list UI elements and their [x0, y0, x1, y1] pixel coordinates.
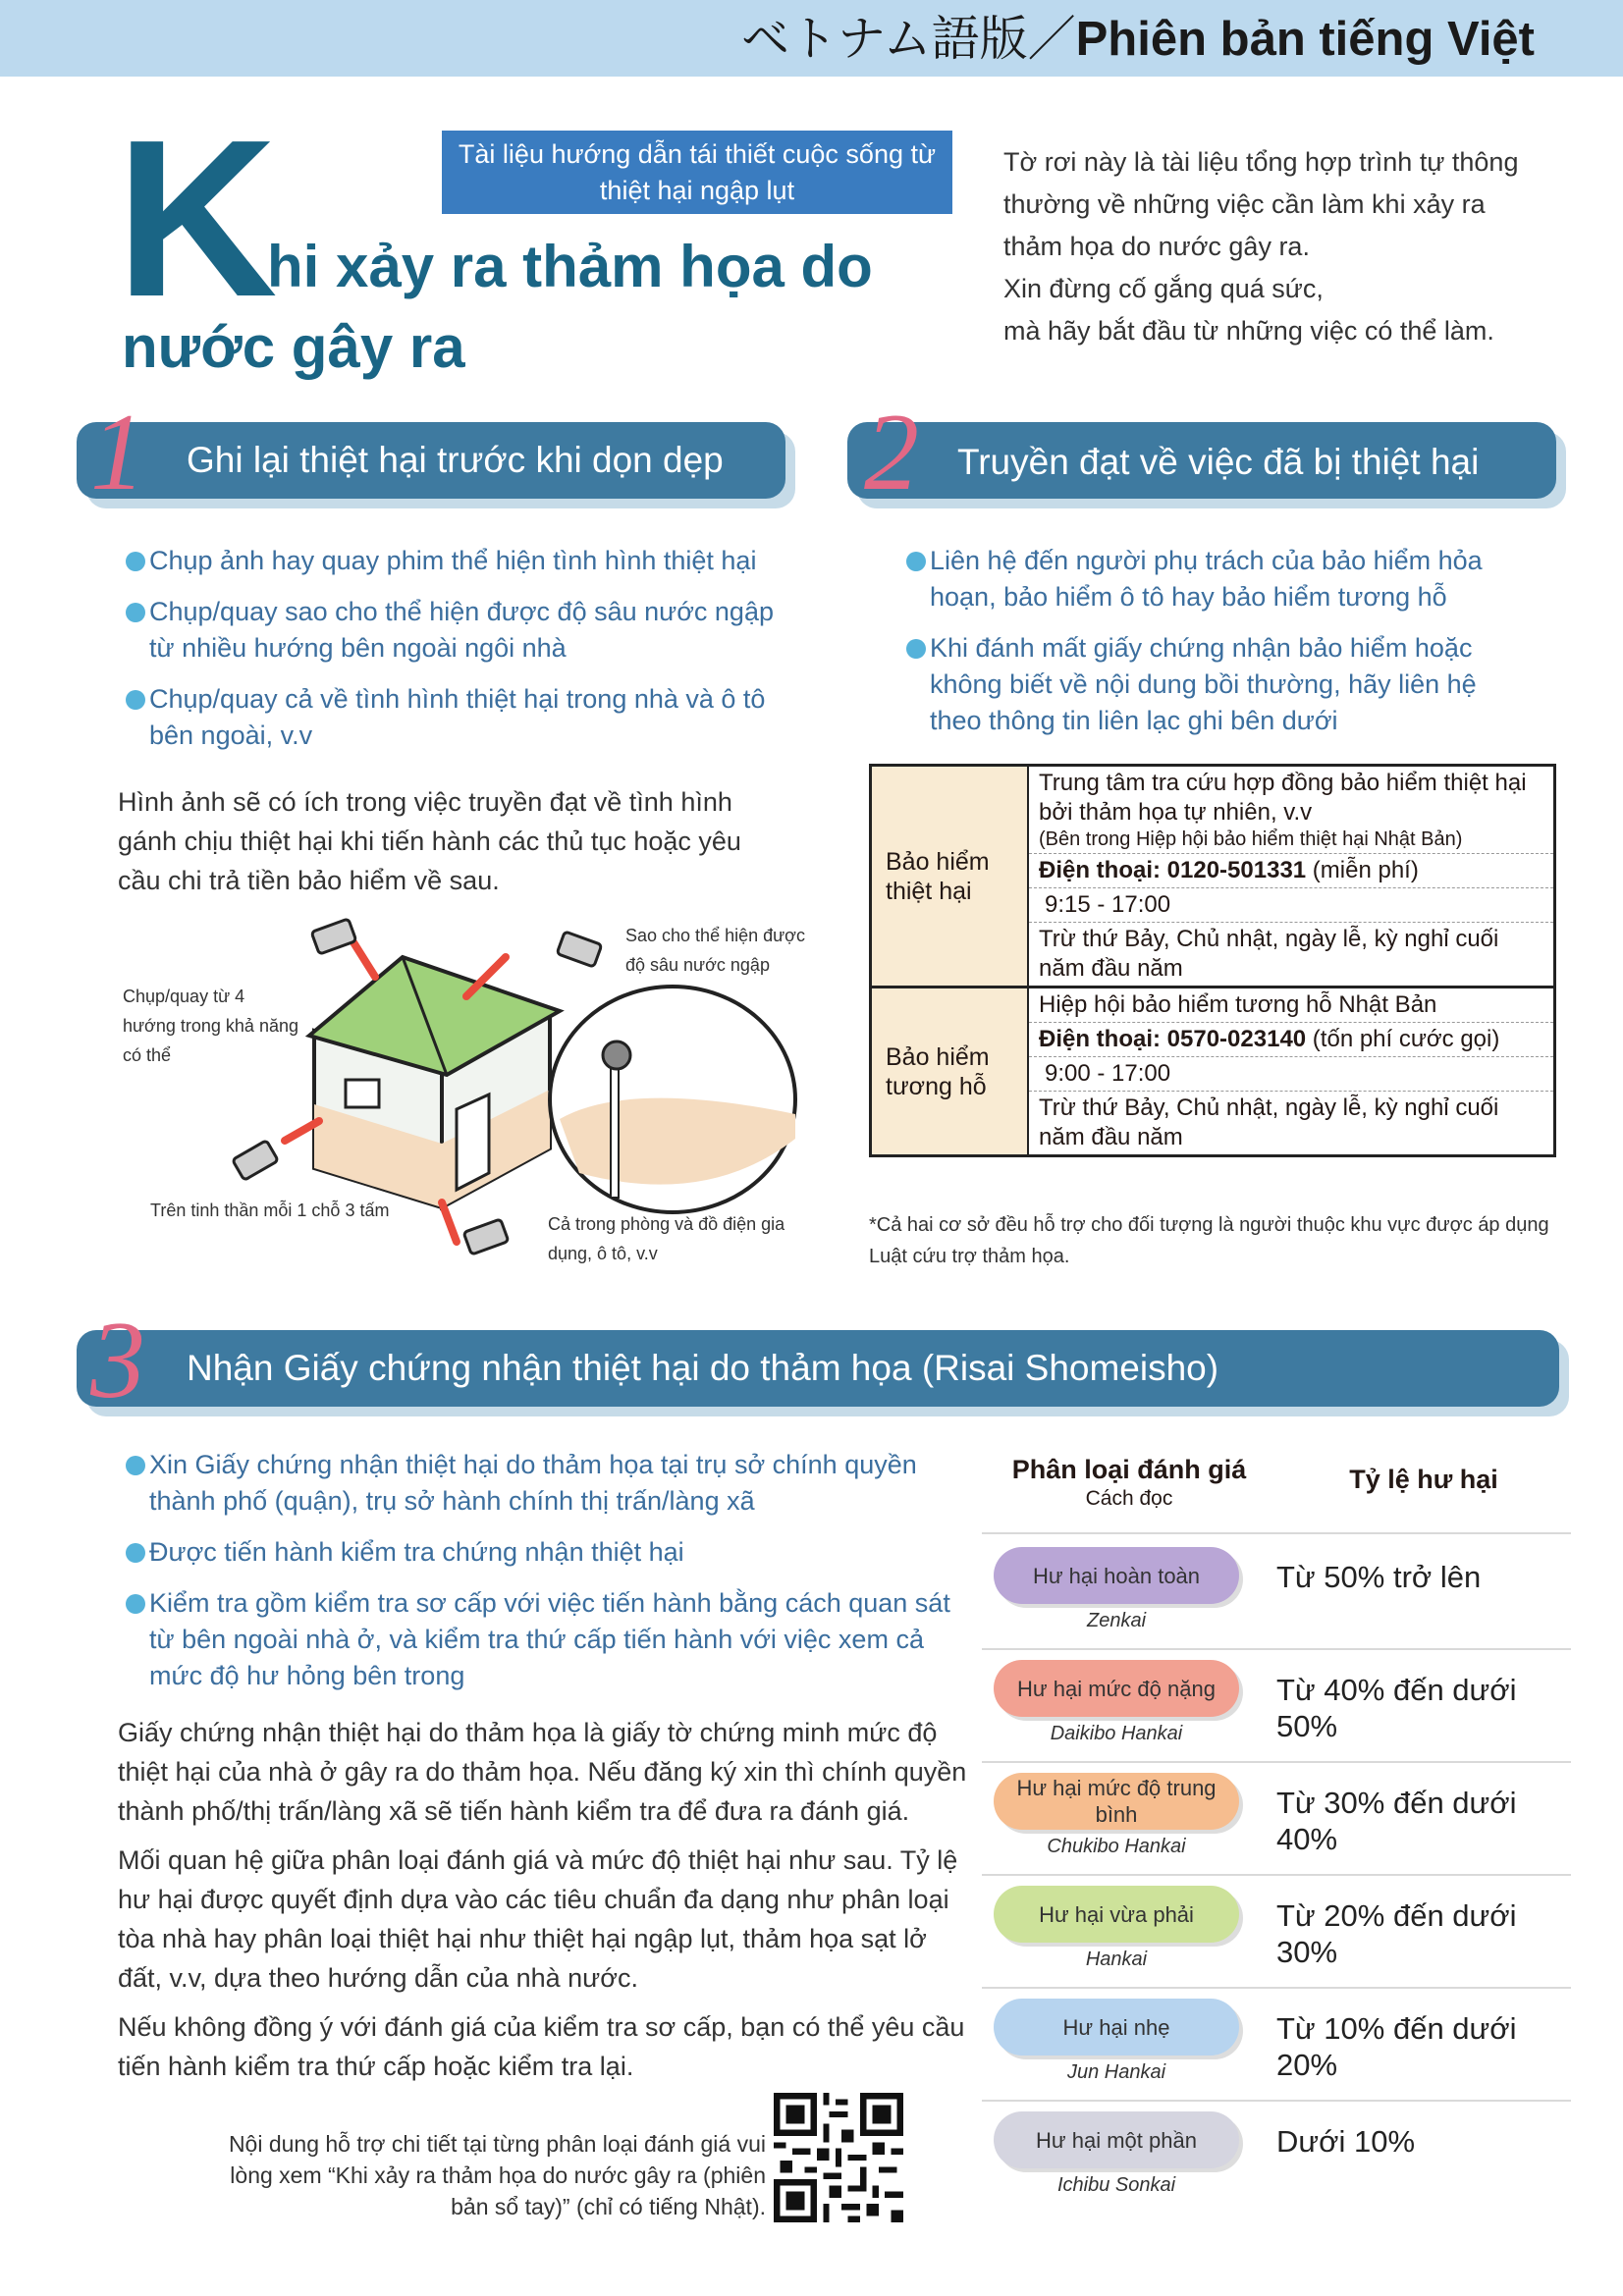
- intro-line: Xin đừng cố gắng quá sức,: [1003, 274, 1324, 303]
- section3-paragraph: Nếu không đồng ý với đánh giá của kiểm tra sơ cấp, bạn có thể yêu cầu tiến hành kiểm tra thứ cấp hoặc kiểm tra lại.: [118, 2012, 965, 2081]
- insurance-phone-note: (miễn phí): [1306, 857, 1419, 883]
- title-initial: K: [116, 94, 274, 344]
- bullet-item: Chụp/quay sao cho thể hiện được độ sâu nước ngập từ nhiều hướng bên ngoài ngôi nhà: [126, 594, 793, 667]
- insurance-phone-number: Điện thoại: 0570-023140: [1039, 1026, 1307, 1052]
- subtitle-box: Tài liệu hướng dẫn tái thiết cuộc sống từ thiệt hại ngập lụt: [442, 131, 952, 214]
- page-title-line1: hi xảy ra thảm họa do: [267, 234, 873, 299]
- grade-divider: [982, 1987, 1571, 1989]
- grade-col1-subtitle: Cách đọc: [1085, 1487, 1173, 1510]
- section1-bullets: [126, 543, 793, 769]
- insurance-org: [1029, 767, 1553, 854]
- bullet-item: Chụp/quay cả về tình hình thiệt hại trong nhà và ô tô bên ngoài, v.v: [126, 681, 793, 754]
- insurance-hours: 9:15 - 17:00: [1029, 888, 1553, 923]
- section1-number: 1: [90, 392, 145, 513]
- grade-label-pill: Hư hại mức độ trung bình: [994, 1773, 1239, 1830]
- insurance-phone-number: Điện thoại: 0120-501331: [1039, 857, 1307, 883]
- bullet-item: Liên hệ đến người phụ trách của bảo hiểm hỏa hoạn, bảo hiểm ô tô hay bảo hiểm tương hỗ: [906, 543, 1535, 615]
- section2-bullets: [906, 543, 1535, 754]
- grade-label-pill: Hư hại nhẹ: [994, 1999, 1239, 2056]
- section3-paragraph: Mối quan hệ giữa phân loại đánh giá và mức độ thiệt hại như sau. Tỷ lệ hư hại được quyết định dựa vào các tiêu chuẩn đa dạng như phân loại tòa nhà hay phân loại thiệt hại như thiệt hại ngập lụt, thảm họa sạt lở đất, v.v, dựa theo hướng dẫn của nhà nước.: [118, 1845, 958, 1993]
- grade-ratio: Từ 40% đến dưới 50%: [1276, 1673, 1517, 1743]
- grade-divider: [982, 1648, 1571, 1650]
- insurance-hours: 9:00 - 17:00: [1029, 1057, 1553, 1092]
- insurance-phone: [1029, 854, 1553, 888]
- grade-divider: [982, 1874, 1571, 1876]
- bullet-item: Chụp ảnh hay quay phim thể hiện tình hình thiệt hại: [126, 543, 793, 579]
- intro-text: [1003, 141, 1553, 352]
- grade-col2-header: Tỷ lệ hư hại: [1349, 1465, 1498, 1494]
- insurance-details: [1029, 767, 1553, 986]
- insurance-org-note: (Bên trong Hiệp hội bảo hiểm thiệt hại Nhật Bản): [1039, 828, 1463, 850]
- insurance-phone: [1029, 1023, 1553, 1057]
- grade-ratio: Từ 30% đến dưới 40%: [1276, 1786, 1517, 1856]
- insurance-closed: Trừ thứ Bảy, Chủ nhật, ngày lễ, kỳ nghỉ cuối năm đầu năm: [1039, 926, 1499, 982]
- measuring-stick-head: [603, 1041, 630, 1069]
- grade-label-pill: Hư hại mức độ nặng: [994, 1660, 1239, 1717]
- bullet-item: Kiểm tra gồm kiểm tra sơ cấp với việc tiến hành bằng cách quan sát từ bên ngoài nhà ở, và kiểm tra thứ cấp tiến hành với việc xem cả mức độ hư hỏng bên trong: [126, 1585, 950, 1694]
- grade-row: [982, 2111, 1571, 2224]
- grade-col1-title: Phân loại đánh giá: [1011, 1455, 1247, 1484]
- house-door: [457, 1095, 489, 1190]
- language-label-jp: ベトナム語版／: [741, 13, 1076, 66]
- grade-row: [982, 1773, 1571, 1886]
- section3-bullets: [126, 1447, 950, 1709]
- grade-row: [982, 1999, 1571, 2111]
- grade-reading: Jun Hankai: [1066, 2061, 1166, 2083]
- grade-label-pill: Hư hại hoàn toàn: [994, 1547, 1239, 1604]
- section1-title: Ghi lại thiệt hại trước khi dọn dẹp: [187, 440, 724, 480]
- language-label: [741, 10, 1535, 69]
- grade-row: [982, 1547, 1571, 1660]
- grade-divider: [982, 1532, 1571, 1534]
- grade-ratio: Từ 50% trở lên: [1276, 1560, 1482, 1594]
- section2-title: Truyền đạt về việc đã bị thiệt hại: [957, 442, 1480, 482]
- grade-reading: Ichibu Sonkai: [1056, 2174, 1176, 2196]
- grade-divider: [982, 2100, 1571, 2102]
- intro-line: thường về những việc cần làm khi xảy ra: [1003, 189, 1486, 219]
- insurance-phone-note: (tốn phí cước gọi): [1306, 1026, 1500, 1052]
- grade-row: [982, 1660, 1571, 1773]
- grade-reading: Hankai: [1085, 1949, 1148, 1970]
- intro-line: thảm họa do nước gây ra.: [1003, 232, 1310, 261]
- bullet-item: Xin Giấy chứng nhận thiệt hại do thảm họa tại trụ sở chính quyền thành phố (quận), trụ sở hành chính thị trấn/làng xã: [126, 1447, 950, 1520]
- insurance-closed: Trừ thứ Bảy, Chủ nhật, ngày lễ, kỳ nghỉ cuối năm đầu năm: [1039, 1095, 1499, 1150]
- section3-paragraph: Giấy chứng nhận thiệt hại do thảm họa là giấy tờ chứng minh mức độ thiệt hại của nhà ở gây ra do thảm họa. Nếu đăng ký xin thì chính quyền thành phố/thị trấn/làng xã sẽ tiến hành kiểm tra để đưa ra đánh giá.: [118, 1718, 967, 1826]
- section1-paragraph: Hình ảnh sẽ có ích trong việc truyền đạt về tình hình gánh chịu thiệt hại khi tiến hành các thủ tục hoặc yêu cầu chi trả tiền bảo hiểm về sau.: [118, 787, 741, 895]
- insurance-row: [872, 767, 1553, 988]
- insurance-footnote: *Cả hai cơ sở đều hỗ trợ cho đối tượng là người thuộc khu vực được áp dụng Luật cứu trợ thảm họa.: [869, 1214, 1549, 1267]
- insurance-table: [869, 764, 1556, 1157]
- insurance-type-label: Bảo hiểm thiệt hại: [872, 767, 1029, 986]
- grade-col1-header: [982, 1453, 1276, 1512]
- grade-ratio: Từ 10% đến dưới 20%: [1276, 2011, 1517, 2082]
- intro-line: mà hãy bắt đầu từ những việc có thể làm.: [1003, 316, 1494, 346]
- bullet-item: Khi đánh mất giấy chứng nhận bảo hiểm hoặc không biết về nội dung bồi thường, hãy liên hệ theo thông tin liên lạc ghi bên dưới: [906, 630, 1535, 739]
- annotation-interior: Cả trong phòng và đồ điện gia dụng, ô tô, v.v: [548, 1214, 785, 1263]
- section2-number: 2: [864, 392, 919, 513]
- grade-table: [982, 1453, 1571, 2268]
- section3-title: Nhận Giấy chứng nhận thiệt hại do thảm họa (Risai Shomeisho): [187, 1348, 1219, 1388]
- grade-row: [982, 1886, 1571, 1999]
- section3-paragraphs: [118, 1713, 972, 2086]
- annotation-depth: Sao cho thể hiện được độ sâu nước ngập: [625, 926, 805, 975]
- grade-reading: Chukibo Hankai: [1047, 1836, 1186, 1857]
- measuring-stick: [611, 1055, 619, 1198]
- language-label-vi: Phiên bản tiếng Việt: [1075, 13, 1535, 66]
- house-window: [346, 1080, 379, 1107]
- manual-reference-note: Nội dung hỗ trợ chi tiết tại từng phân loại đánh giá vui lòng xem “Khi xảy ra thảm họa do nước gây ra (phiên bản sổ tay)” (chỉ có tiếng Nhật).: [228, 2131, 766, 2219]
- annotation-four-directions: Chụp/quay từ 4 hướng trong khả năng có thể: [123, 987, 298, 1065]
- insurance-details: [1029, 988, 1553, 1154]
- grade-divider: [982, 1761, 1571, 1763]
- qr-code[interactable]: [774, 2093, 903, 2222]
- grade-ratio: Từ 20% đến dưới 30%: [1276, 1898, 1517, 1969]
- grade-label-pill: Hư hại một phần: [994, 2111, 1239, 2168]
- grade-ratio: Dưới 10%: [1276, 2124, 1416, 2159]
- annotation-three-per-spot: Trên tinh thần mỗi 1 chỗ 3 tấm: [150, 1201, 390, 1220]
- insurance-row: [872, 988, 1553, 1154]
- section3-number: 3: [90, 1300, 145, 1421]
- insurance-type-label: Bảo hiểm tương hỗ: [872, 988, 1029, 1154]
- page-title-line2: nước gây ra: [122, 314, 465, 380]
- grade-reading: Daikibo Hankai: [1050, 1723, 1183, 1744]
- insurance-org-name: Hiệp hội bảo hiểm tương hỗ Nhật Bản: [1029, 988, 1553, 1023]
- grade-label-pill: Hư hại vừa phải: [994, 1886, 1239, 1943]
- insurance-org-name: Trung tâm tra cứu hợp đồng bảo hiểm thiệt hại bởi thảm họa tự nhiên, v.v: [1039, 770, 1527, 826]
- bullet-item: Được tiến hành kiểm tra chứng nhận thiệt hại: [126, 1534, 950, 1571]
- intro-line: Tờ rơi này là tài liệu tổng hợp trình tự thông: [1003, 147, 1519, 177]
- grade-reading: Zenkai: [1086, 1610, 1147, 1631]
